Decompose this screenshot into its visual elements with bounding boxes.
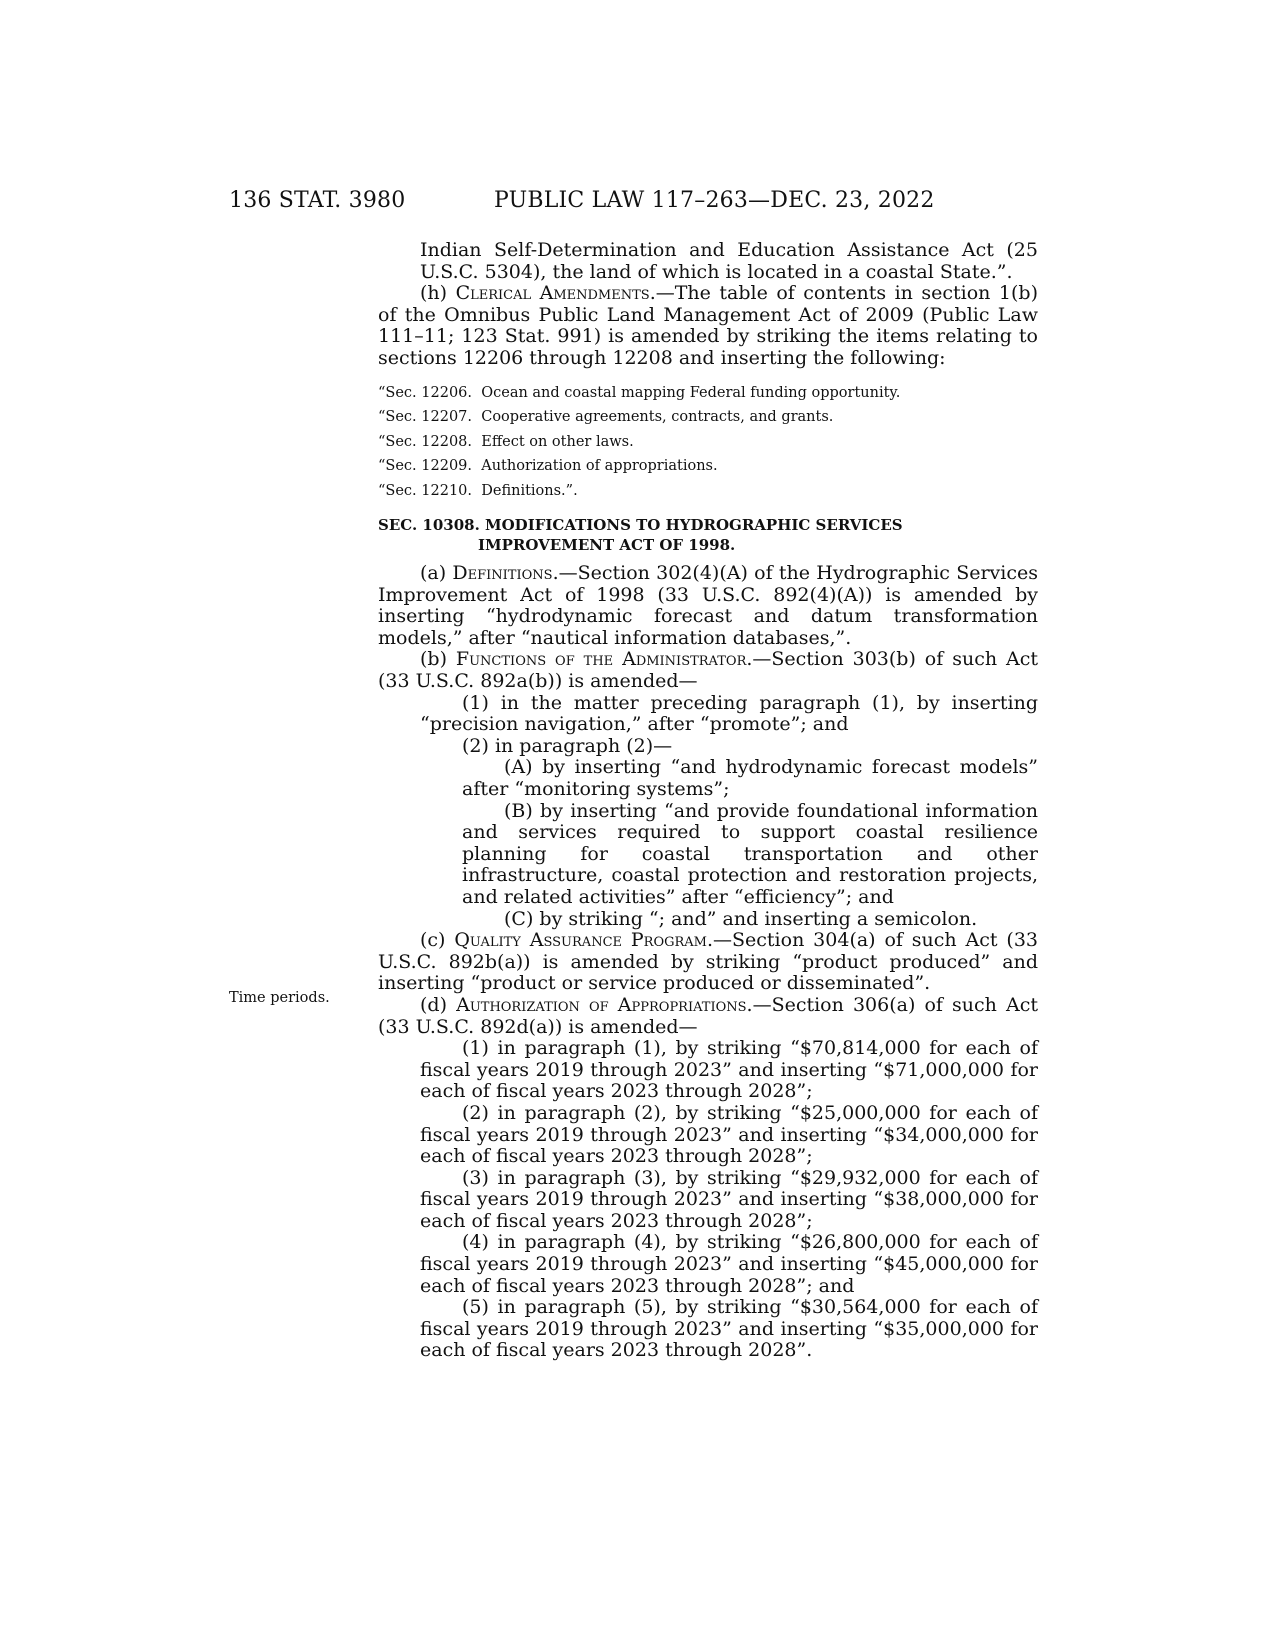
toc-item: “Sec. 12210. Definitions.”.: [378, 482, 578, 499]
subsection-heading: Clerical Amendments: [455, 282, 650, 305]
document-body: [378, 240, 1038, 1362]
subparagraph-item: (B) by inserting “and provide foundational information and services required to support coastal resilience planning for coastal transportation and other infrastructure, coastal protection and restoration projects, and related activities” after “efficiency”; and: [462, 799, 1038, 908]
subparagraph-item: (A) by inserting “and hydrodynamic forecast models” after “monitoring systems”;: [462, 756, 1038, 800]
continuation-paragraph: Indian Self-Determination and Education Assistance Act (25 U.S.C. 5304), the land of which is located in a coastal State.”.: [420, 239, 1038, 283]
page-header: [229, 188, 1029, 218]
margin-note: Time periods.: [229, 990, 330, 1006]
subsection-h-clerical-amendments: (h) Clerical Amendments.—The table of contents in section 1(b) of the Omnibus Public Land Management Act of 2009 (Public Law 111–11; 123 Stat. 991) is amended by striking the items relating to sections 12206 through 12208 and inserting the following:: [378, 282, 1038, 369]
paragraph-item: (1) in the matter preceding paragraph (1), by inserting “precision navigation,” after “promote”; and: [420, 691, 1038, 736]
subsection-heading: Functions of the Administrator: [455, 648, 747, 671]
paragraph-item: (3) in paragraph (3), by striking “$29,932,000 for each of fiscal years 2019 through 2023” and inserting “$38,000,000 for each of fiscal years 2023 through 2028”;: [420, 1166, 1038, 1232]
paragraph-item: (4) in paragraph (4), by striking “$26,800,000 for each of fiscal years 2019 through 2023” and inserting “$45,000,000 for each of fiscal years 2023 through 2028”; and: [420, 1231, 1038, 1297]
subsection-b-functions: (b) Functions of the Administrator.—Section 303(b) of such Act (33 U.S.C. 892a(b)) is amended—: [378, 648, 1038, 693]
subsection-a-definitions: (a) Definitions.—Section 302(4)(A) of the Hydrographic Services Improvement Act of 1998 (33 U.S.C. 892(4)(A)) is amended by inserting “hydrodynamic forecast and datum transformation models,” after “nautical information databases,”.: [378, 562, 1038, 649]
subsection-heading: Definitions: [452, 562, 553, 585]
table-of-contents-insert: [378, 381, 1038, 504]
subsection-c-quality-assurance: (c) Quality Assurance Program.—Section 304(a) of such Act (33 U.S.C. 892b(a)) is amended by striking “product produced” and inserting “product or service produced or disseminated”.: [378, 929, 1038, 995]
toc-item: “Sec. 12206. Ocean and coastal mapping Federal funding opportunity.: [378, 384, 901, 401]
toc-item: “Sec. 12208. Effect on other laws.: [378, 433, 634, 450]
subparagraph-item: (C) by striking “; and” and inserting a semicolon.: [504, 907, 978, 930]
toc-item: “Sec. 12207. Cooperative agreements, contracts, and grants.: [378, 409, 834, 426]
paragraph-item: (2) in paragraph (2), by striking “$25,000,000 for each of fiscal years 2019 through 2023” and inserting “$34,000,000 for each of fiscal years 2023 through 2028”;: [420, 1101, 1038, 1168]
subsection-d-authorization: (d) Authorization of Appropriations.—Section 306(a) of such Act (33 U.S.C. 892d(a)) is amended—: [378, 993, 1038, 1038]
paragraph-item: (2) in paragraph (2)—: [462, 734, 673, 757]
page-number: 136 STAT. 3980: [229, 188, 406, 213]
subsection-heading: Authorization of Appropriations: [456, 993, 747, 1016]
toc-item: “Sec. 12209. Authorization of appropriations.: [378, 458, 718, 475]
paragraph-item: (1) in paragraph (1), by striking “$70,814,000 for each of fiscal years 2019 through 2023” and inserting “$71,000,000 for each of fiscal years 2023 through 2028”;: [420, 1037, 1038, 1103]
subsection-heading: Quality Assurance Program: [454, 929, 707, 952]
running-head: PUBLIC LAW 117–263—DEC. 23, 2022: [494, 188, 935, 213]
section-heading: SEC. 10308. MODIFICATIONS TO HYDROGRAPHIC SERVICES IMPROVEMENT ACT OF 1998.: [378, 516, 903, 555]
paragraph-item: (5) in paragraph (5), by striking “$30,564,000 for each of fiscal years 2019 through 2023” and inserting “$35,000,000 for each of fiscal years 2023 through 2028”.: [420, 1296, 1038, 1362]
